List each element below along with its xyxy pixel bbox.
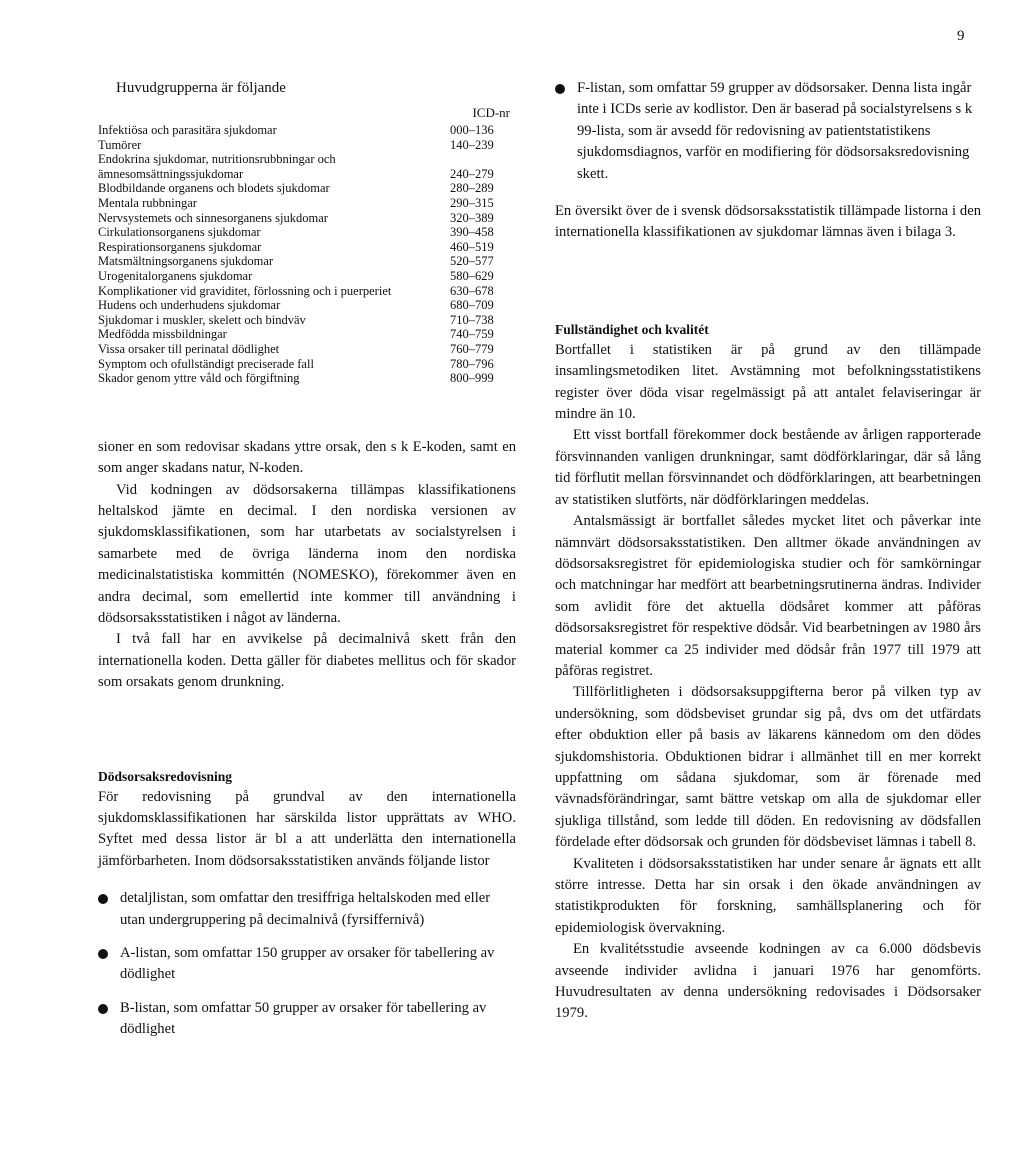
icd-code-range: 680–709 bbox=[450, 298, 494, 313]
list-item-text: detaljlistan, som omfattar den tresiffriga heltalskoden med eller utan undergruppering på decimalnivå (fyrsiffernivå) bbox=[120, 890, 491, 928]
table-row bbox=[98, 225, 516, 240]
list-item-text: F-listan, som omfattar 59 grupper av dödsorsaker. Denna lista ingår inte i ICDs serie av kodlistor. Den är baserad på socialstyrelsens s k 99-lista, som är avsedd för redovisning av patientstatistikens sjukdomsdiagnos, varför en modifiering för dödsorsaksredovisning skett. bbox=[577, 80, 973, 182]
table-row bbox=[98, 371, 516, 386]
icd-group-name: Hudens och underhudens sjukdomar bbox=[98, 298, 281, 313]
icd-code-range: 710–738 bbox=[450, 312, 494, 327]
icd-code-range: 390–458 bbox=[450, 225, 494, 240]
bullet-icon bbox=[555, 84, 565, 94]
icd-code-range: 320–389 bbox=[450, 210, 494, 225]
table-row bbox=[98, 313, 516, 328]
icd-group-name: Sjukdomar i muskler, skelett och bindväv bbox=[98, 312, 306, 327]
icd-group-name: Blodbildande organens och blodets sjukdomar bbox=[98, 181, 330, 196]
page-number: 9 bbox=[957, 28, 965, 44]
icd-code-range: 240–279 bbox=[450, 166, 494, 181]
table-row bbox=[98, 123, 516, 138]
left-column bbox=[98, 78, 516, 1053]
icd-group-name: Tumörer bbox=[98, 137, 142, 152]
icd-group-name: Infektiösa och parasitära sjukdomar bbox=[98, 123, 277, 137]
icd-group-name: Komplikationer vid graviditet, förlossning och i puerperiet bbox=[98, 283, 392, 298]
right-column bbox=[555, 78, 981, 1025]
dodsorsak-intro: För redovisning på grundval av den internationella sjukdomsklassifikationen har särskilda listor upprättats av WHO. Syftet med dessa listor är bl a att underlätta den internationella jämförbarheten. Inom dödsorsaksstatistiken används följande listor bbox=[98, 788, 516, 869]
overview-paragraph: En översikt över de i svensk dödsorsaksstatistik tillämpade listorna i den internationella klassifikationen av sjukdomar lämnas även i bilaga 3. bbox=[555, 203, 981, 241]
table-row bbox=[98, 196, 516, 211]
table-row bbox=[98, 240, 516, 255]
icd-code-range: 580–629 bbox=[450, 268, 494, 283]
quality-paragraph-5: Kvaliteten i dödsorsaksstatistiken har under senare år ägnats ett allt större intresse. Detta har sin orsak i den ökade användningen av statistikprodukten för forskning, samhällsplanering och för epidemiologisk övervakning. bbox=[555, 855, 981, 936]
table-row bbox=[98, 284, 516, 299]
icd-group-name: Respirationsorganens sjukdomar bbox=[98, 239, 262, 254]
icd-group-name: Nervsystemets och sinnesorganens sjukdomar bbox=[98, 210, 328, 225]
icd-code-range: 630–678 bbox=[450, 283, 494, 298]
table-row bbox=[98, 327, 516, 342]
table-row bbox=[98, 181, 516, 196]
icd-code-range: 780–796 bbox=[450, 356, 494, 371]
list-bullets bbox=[98, 888, 516, 1040]
icd-group-name: Matsmältningsorganens sjukdomar bbox=[98, 254, 274, 269]
icd-group-name: Endokrina sjukdomar, nutritionsrubbningar och ämnesomsättningssjukdomar bbox=[98, 152, 336, 181]
dodsorsak-heading: Dödsorsaksredovisning bbox=[98, 768, 233, 784]
icd-code-range: 460–519 bbox=[450, 239, 494, 254]
left-paragraph-2: Vid kodningen av dödsorsakerna tillämpas klassifikationens heltalskod jämte en decimal. I den nordiska versionen av sjukdomsklassifikationen, som har utarbetats av socialstyrelsen i samarbete med de övriga länderna inom den nordiska medicinalstatistiska kommittén (NOMESKO), förekommer även en andra decimal, som emellertid inte kommer till användning i dödsorsaksstatistiken i något av länderna. bbox=[98, 481, 516, 626]
icd-table-heading: Huvudgrupperna är följande bbox=[116, 80, 286, 96]
left-paragraph-1: sioner en som redovisar skadans yttre orsak, den s k E-koden, samt en som anger skadans natur, N-koden. bbox=[98, 438, 516, 477]
quality-heading: Fullständighet och kvalitét bbox=[555, 321, 709, 337]
quality-paragraph-2: Ett visst bortfall förekommer dock bestående av årligen rapporterade försvinnanden vanligen drunkningar, samt dödförklaringar, där så lång tid förflutit mellan försvinnandet och dödförklaringen, att bearbetningen av statistiken slutförts, när dödförklaringen meddelas. bbox=[555, 427, 981, 508]
table-row bbox=[98, 357, 516, 372]
table-row bbox=[98, 342, 516, 357]
left-paragraph-3: I två fall har en avvikelse på decimalnivå skett från den internationella koden. Detta gäller för diabetes mellitus och för skador som orsakats genom drunkning. bbox=[98, 631, 516, 691]
quality-paragraph-1: Bortfallet i statistiken är på grund av den tillämpade insamlingsmetodiken litet. Avstämning mot befolkningsstatistikens register över döda visar regelmässigt på att antalet felaviseringar är mindre än 10. bbox=[555, 341, 981, 423]
icd-group-name: Cirkulationsorganens sjukdomar bbox=[98, 225, 261, 240]
icd-group-name: Symptom och ofullständigt preciserade fall bbox=[98, 356, 314, 371]
icd-group-name: Medfödda missbildningar bbox=[98, 327, 227, 342]
bullet-icon bbox=[98, 894, 108, 904]
icd-code-header: ICD-nr bbox=[472, 105, 510, 120]
f-list-bullet bbox=[555, 78, 981, 185]
table-row bbox=[98, 269, 516, 284]
icd-code-range: 280–289 bbox=[450, 181, 494, 196]
list-item bbox=[555, 78, 981, 185]
table-row bbox=[98, 211, 516, 226]
list-item bbox=[98, 998, 516, 1041]
icd-group-name: Mentala rubbningar bbox=[98, 195, 197, 210]
quality-paragraph-6: En kvalitétsstudie avseende kodningen av ca 6.000 dödsbevis avseende individer avlidna i januari 1976 har genomförts. Huvudresultaten av denna undersökning redovisades i Dödsorsaker 1979. bbox=[555, 941, 981, 1022]
list-item bbox=[98, 943, 516, 986]
table-row bbox=[98, 138, 516, 153]
table-row bbox=[98, 298, 516, 313]
icd-code-range: 520–577 bbox=[450, 254, 494, 269]
bullet-icon bbox=[98, 949, 108, 959]
icd-code-range: 740–759 bbox=[450, 327, 494, 342]
icd-group-name: Vissa orsaker till perinatal dödlighet bbox=[98, 341, 280, 356]
quality-paragraph-4: Tillförlitligheten i dödsorsaksuppgifterna beror på vilken typ av undersökning, som dödsbeviset grundar sig på, dvs om det utfärdats efter obduktion eller på basis av läkarens kännedom om den dödes sjukdomshistoria. Obduktionen bidrar i allmänhet till en mer korrekt uppfattning om sådana sjukdomar, som är förenade med vävnadsförändringar, samt bättre vetskap om alla de sjukdomar eller sjukliga tillstånd, som ledde till döden. En redovisning av dödsfallen fördelade efter dödsorsak och grunden för dödsbeviset lämnas i tabell 8. bbox=[555, 684, 981, 851]
list-item-text: B-listan, som omfattar 50 grupper av orsaker för tabellering av dödlighet bbox=[120, 999, 487, 1038]
icd-group-name: Urogenitalorganens sjukdomar bbox=[98, 268, 253, 283]
icd-code-range: 140–239 bbox=[450, 137, 494, 152]
quality-paragraph-3: Antalsmässigt är bortfallet således mycket litet och påverkar inte nämnvärt dödsorsaksstatistiken. Den alltmer ökade användningen av dödsorsaksregistret för epidemiologiska studier och för samkörningar och matchningar har medfört att bearbetningsrutinerna ändras. Individer som avlidit före det aktuella dödsåret kommer att påföras dödsorsaksregistret för respektive dödsår. Vid bearbetningen av 1980 års material kommer ca 25 individer med dödsår från 1977 till 1979 att påföras registret. bbox=[555, 513, 981, 679]
bullet-icon bbox=[98, 1004, 108, 1014]
list-item-text: A-listan, som omfattar 150 grupper av orsaker för tabellering av dödlighet bbox=[120, 945, 495, 983]
icd-code-range: 290–315 bbox=[450, 195, 494, 210]
icd-group-name: Skador genom yttre våld och förgiftning bbox=[98, 371, 300, 386]
icd-code-range: 000–136 bbox=[450, 123, 494, 137]
icd-code-range: 760–779 bbox=[450, 341, 494, 356]
table-row bbox=[98, 152, 516, 181]
table-row bbox=[98, 254, 516, 269]
list-item bbox=[98, 888, 516, 931]
icd-table bbox=[98, 123, 516, 386]
icd-code-range: 800–999 bbox=[450, 371, 494, 386]
